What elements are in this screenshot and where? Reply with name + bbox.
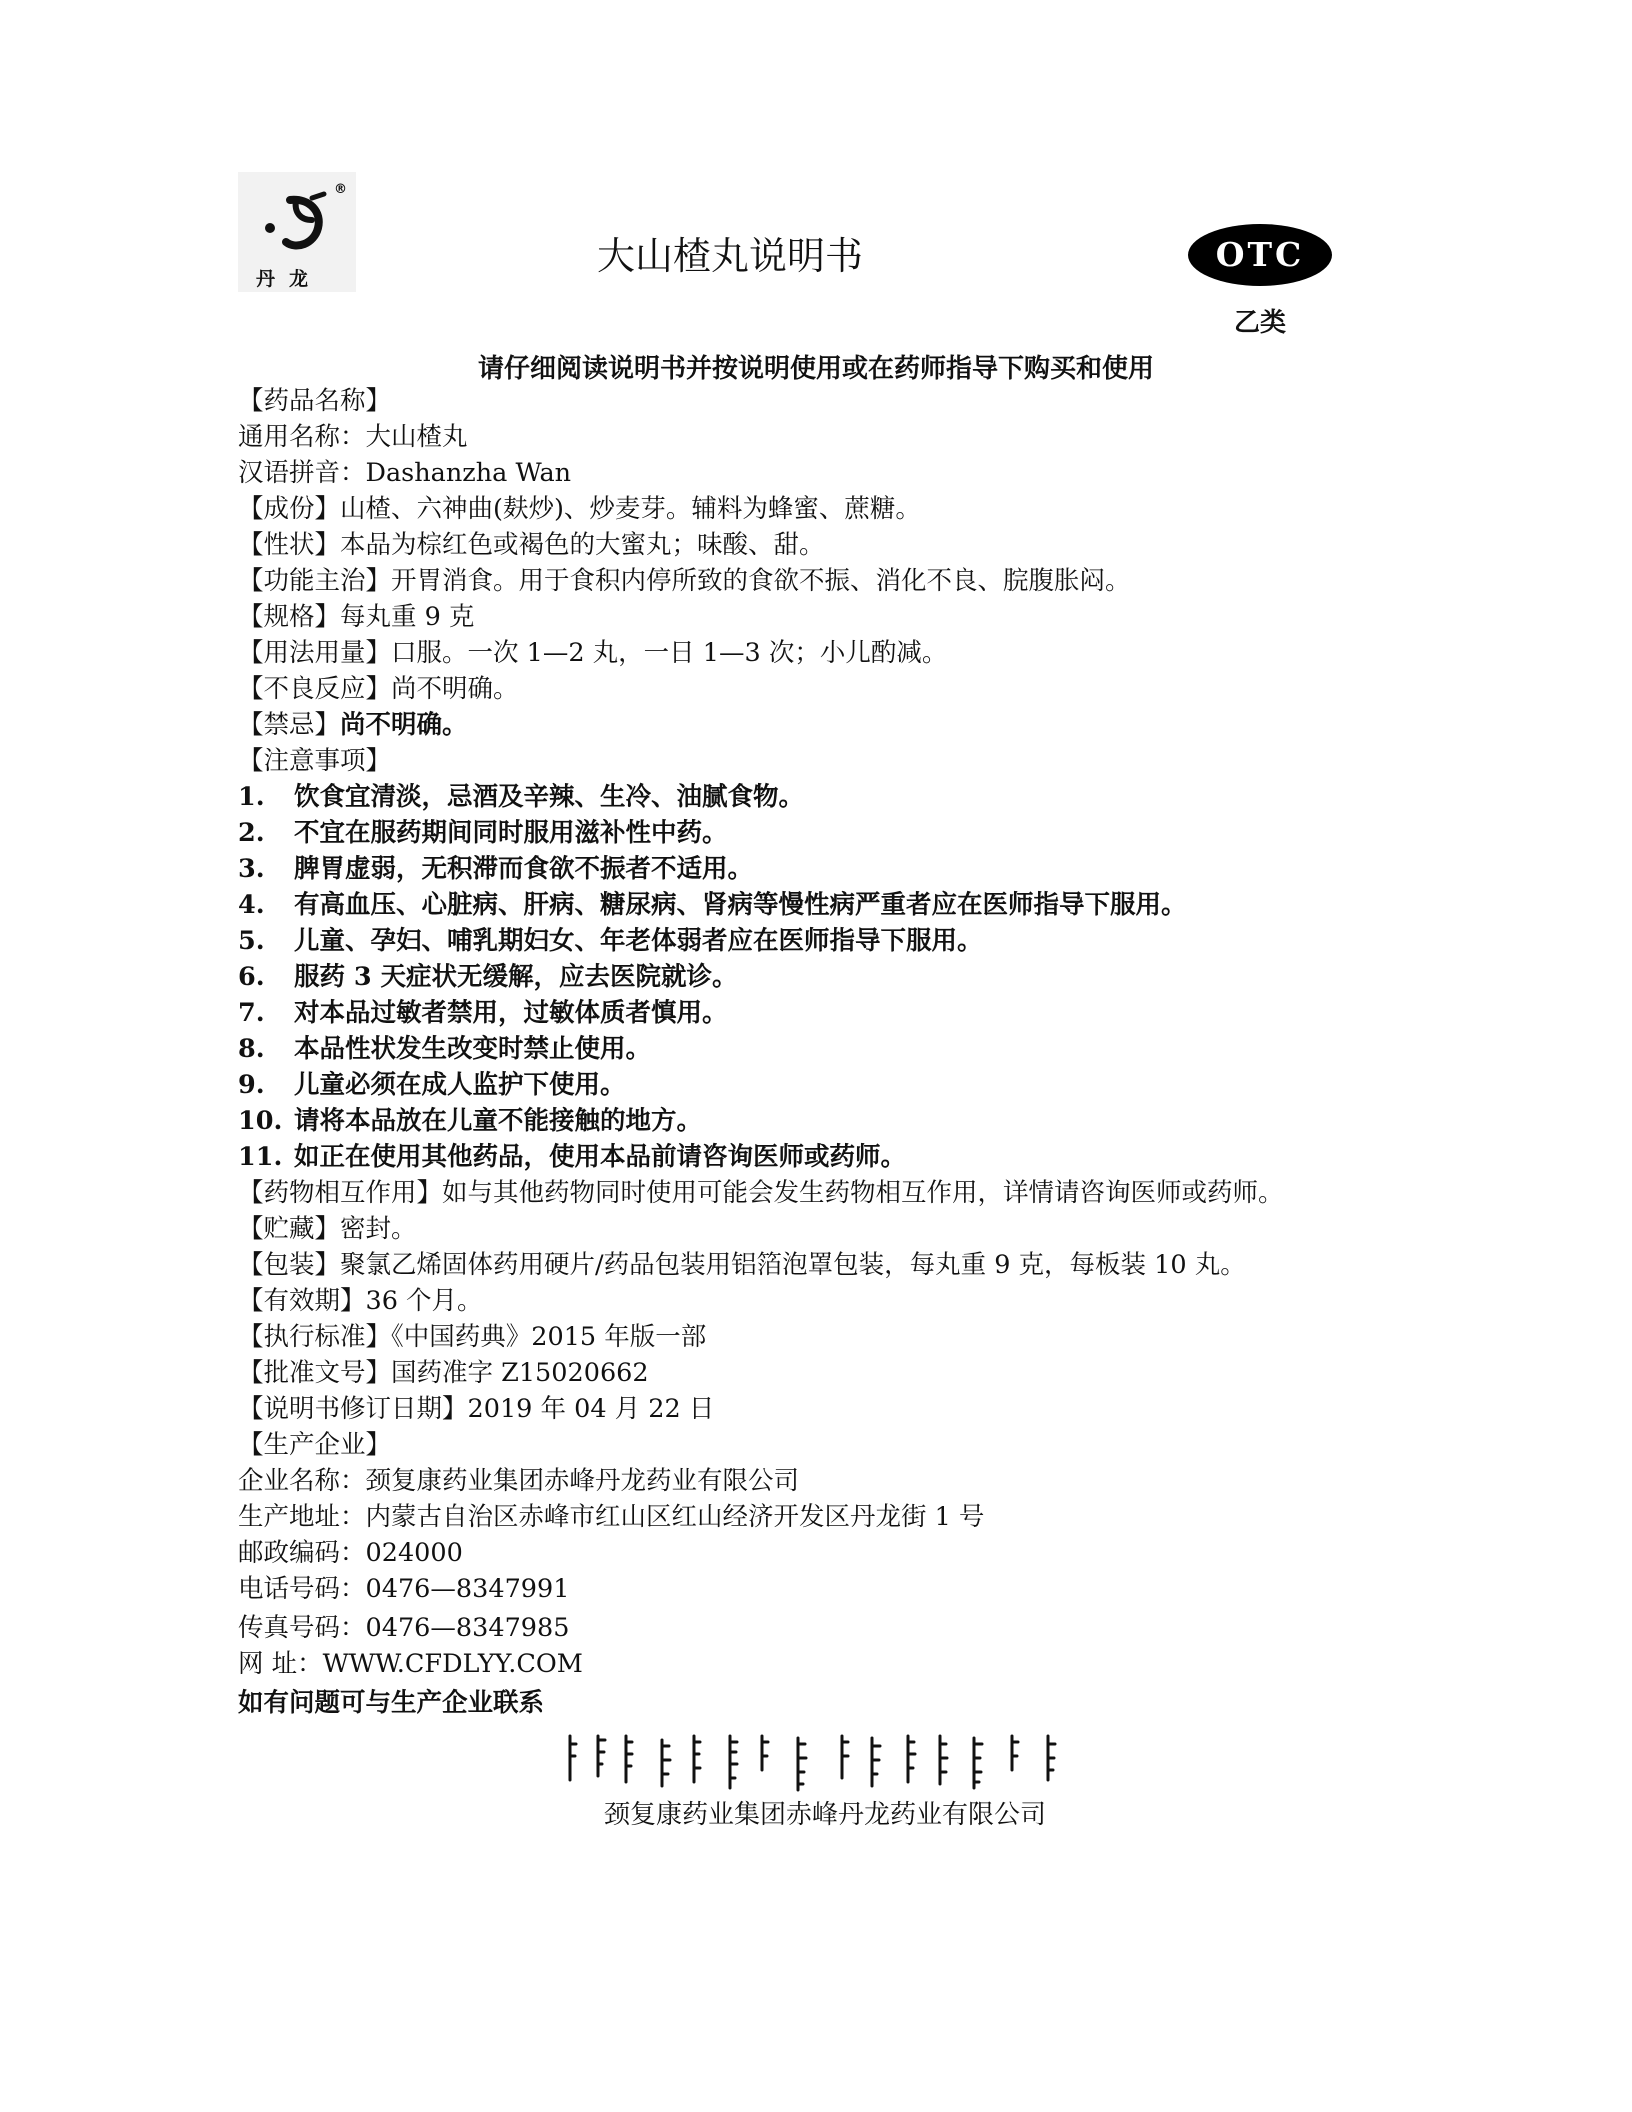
precaution-item bbox=[238, 815, 1378, 851]
precaution-text: 儿童、孕妇、哺乳期妇女、年老体弱者应在医师指导下服用。 bbox=[294, 926, 983, 956]
precaution-text: 请将本品放在儿童不能接触的地方。 bbox=[294, 1106, 703, 1136]
content-body bbox=[238, 383, 1378, 1682]
contraindications bbox=[238, 707, 1378, 743]
phone: 电话号码：0476—8347991 bbox=[238, 1574, 570, 1604]
company-name: 企业名称：颈复康药业集团赤峰丹龙药业有限公司 bbox=[238, 1466, 800, 1496]
precautions-heading: 【注意事项】 bbox=[238, 746, 392, 776]
precaution-number: 1. bbox=[238, 782, 265, 812]
ingredients: 【成份】山楂、六神曲(麸炒)、炒麦芽。辅料为蜂蜜、蔗糖。 bbox=[238, 494, 921, 524]
drug-name-heading: 【药品名称】 bbox=[238, 386, 392, 416]
footer-company: 颈复康药业集团赤峰丹龙药业有限公司 bbox=[603, 1800, 1046, 1830]
precaution-number: 11. bbox=[238, 1142, 283, 1172]
precaution-item bbox=[238, 887, 1378, 923]
validity: 【有效期】36 个月。 bbox=[238, 1286, 483, 1316]
revision-date: 【说明书修订日期】2019 年 04 月 22 日 bbox=[238, 1394, 715, 1424]
address: 生产地址：内蒙古自治区赤峰市红山区红山经济开发区丹龙街 1 号 bbox=[238, 1502, 985, 1532]
website: 网 址：WWW.CFDLYY.COM bbox=[238, 1649, 583, 1679]
contraindications-text: 尚不明确。 bbox=[340, 710, 468, 740]
precaution-item bbox=[238, 1139, 1378, 1175]
precaution-text: 服药 3 天症状无缓解，应去医院就诊。 bbox=[294, 962, 738, 992]
dosage: 【用法用量】口服。一次 1—2 丸，一日 1—3 次；小儿酌减。 bbox=[238, 638, 948, 668]
precaution-number: 3. bbox=[238, 854, 265, 884]
precaution-number: 7. bbox=[238, 998, 265, 1028]
otc-category: 乙类 bbox=[1233, 308, 1286, 338]
usage-warning: 请仔细阅读说明书并按说明使用或在药师指导下购买和使用 bbox=[477, 354, 1154, 384]
generic-name: 通用名称：大山楂丸 bbox=[238, 422, 468, 452]
packaging: 【包装】聚氯乙烯固体药用硬片/药品包装用铝箔泡罩包装，每丸重 9 克，每板装 10 丸。 bbox=[238, 1250, 1246, 1280]
precaution-number: 2. bbox=[238, 818, 265, 848]
precaution-item bbox=[238, 779, 1378, 815]
description: 【性状】本品为棕红色或褐色的大蜜丸；味酸、甜。 bbox=[238, 530, 825, 560]
precaution-number: 6. bbox=[238, 962, 265, 992]
otc-badge: OTC bbox=[1188, 224, 1332, 286]
mongolian-script-icon bbox=[560, 1730, 1080, 1794]
precaution-text: 对本品过敏者禁用，过敏体质者慎用。 bbox=[294, 998, 728, 1028]
precaution-item bbox=[238, 1103, 1378, 1139]
company-logo bbox=[238, 172, 356, 292]
logo-mark-icon bbox=[256, 190, 334, 254]
adverse-reactions: 【不良反应】尚不明确。 bbox=[238, 674, 519, 704]
precaution-text: 饮食宜清淡，忌酒及辛辣、生冷、油腻食物。 bbox=[294, 782, 805, 812]
contraindications-heading: 【禁忌】 bbox=[238, 710, 341, 740]
precaution-item bbox=[238, 851, 1378, 887]
precaution-text: 本品性状发生改变时禁止使用。 bbox=[294, 1034, 652, 1064]
precaution-number: 4. bbox=[238, 890, 265, 920]
logo-name: 丹龙 bbox=[256, 268, 323, 290]
precaution-text: 不宜在服药期间同时服用滋补性中药。 bbox=[294, 818, 728, 848]
precaution-item bbox=[238, 1067, 1378, 1103]
precaution-text: 如正在使用其他药品，使用本品前请咨询医师或药师。 bbox=[294, 1142, 907, 1172]
precaution-number: 8. bbox=[238, 1034, 265, 1064]
standard: 【执行标准】《中国药典》2015 年版一部 bbox=[238, 1322, 707, 1352]
pinyin-name: 汉语拼音：Dashanzha Wan bbox=[238, 458, 572, 488]
precaution-item bbox=[238, 959, 1378, 995]
contact-note: 如有问题可与生产企业联系 bbox=[238, 1688, 545, 1718]
page-title: 大山楂丸说明书 bbox=[596, 234, 863, 278]
precaution-item bbox=[238, 995, 1378, 1031]
precaution-text: 有高血压、心脏病、肝病、糖尿病、肾病等慢性病严重者应在医师指导下服用。 bbox=[294, 890, 1187, 920]
specification: 【规格】每丸重 9 克 bbox=[238, 602, 475, 632]
precaution-item bbox=[238, 1031, 1378, 1067]
precaution-text: 儿童必须在成人监护下使用。 bbox=[294, 1070, 626, 1100]
postcode: 邮政编码：024000 bbox=[238, 1538, 463, 1568]
precaution-number: 10. bbox=[238, 1106, 283, 1136]
precaution-number: 9. bbox=[238, 1070, 265, 1100]
manufacturer-heading: 【生产企业】 bbox=[238, 1430, 392, 1460]
interactions: 【药物相互作用】如与其他药物同时使用可能会发生药物相互作用，详情请咨询医师或药师。 bbox=[238, 1178, 1284, 1208]
precaution-text: 脾胃虚弱，无积滞而食欲不振者不适用。 bbox=[294, 854, 754, 884]
fax: 传真号码：0476—8347985 bbox=[238, 1613, 570, 1643]
precaution-item bbox=[238, 923, 1378, 959]
storage: 【贮藏】密封。 bbox=[238, 1214, 417, 1244]
approval-number: 【批准文号】国药准字 Z15020662 bbox=[238, 1358, 649, 1388]
precaution-number: 5. bbox=[238, 926, 265, 956]
registered-mark: ® bbox=[334, 182, 347, 197]
indications: 【功能主治】开胃消食。用于食积内停所致的食欲不振、消化不良、脘腹胀闷。 bbox=[238, 566, 1131, 596]
